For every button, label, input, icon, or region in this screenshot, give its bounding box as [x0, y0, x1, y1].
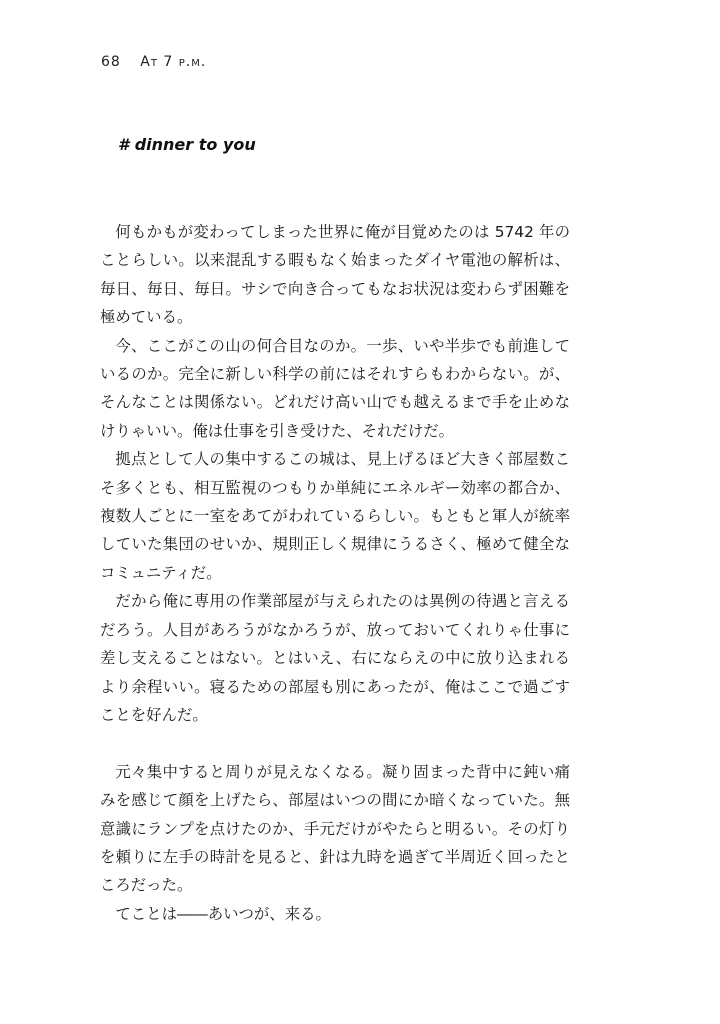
paragraph: てことは――あいつが、来る。 [115, 904, 331, 923]
page-number: 68 [101, 54, 121, 70]
running-header-title: At 7 p.m. [140, 54, 207, 70]
paragraph: 拠点として人の集中するこの城は、見上げるほど大きく部屋数こそ多くとも、相互監視のつもりか単純にエネルギー効率の都合か、複数人ごとに一室をあてがわれているらしい。もともと軍人が統率していた集団のせいか、規則正しく規律にうるさく、極めて健全なコミュニティだ。 [100, 450, 570, 582]
paragraph: 今、ここがこの山の何合目なのか。一歩、いや半歩でも前進しているのか。完全に新しい科学の前にはそれすらもわからない。が、そんなことは関係ない。どれだけ高い山でも越えるまで手を止めなけりゃいい。俺は仕事を引き受けた、それだけだ。 [100, 336, 570, 440]
running-header [101, 54, 206, 70]
scene-break [100, 729, 570, 757]
paragraph: 何もかもが変わってしまった世界に俺が目覚めたのは 5742 年のことらしい。以来混乱する暇もなく始まったダイヤ電池の解析は、毎日、毎日、毎日。サシで向き合ってもなお状況は変わらず困難を極めている。 [100, 223, 570, 327]
paragraph: だから俺に専用の作業部屋が与えられたのは異例の待遇と言えるだろう。人目があろうがなかろうが、放っておいてくれりゃ仕事に差し支えることはない。とはいえ、右にならえの中に放り込まれるより余程いい。寝るための部屋も別にあったが、俺はここで過ごすことを好んだ。 [100, 592, 570, 724]
paragraph: 元々集中すると周りが見えなくなる。凝り固まった背中に鈍い痛みを感じて顔を上げたら、部屋はいつの間にか暗くなっていた。無意識にランプを点けたのか、手元だけがやたらと明るい。その灯りを頼りに左手の時計を見ると、針は九時を過ぎて半周近く回ったところだった。 [100, 762, 570, 895]
section-title: # dinner to you [118, 135, 256, 154]
body-text [100, 218, 570, 928]
